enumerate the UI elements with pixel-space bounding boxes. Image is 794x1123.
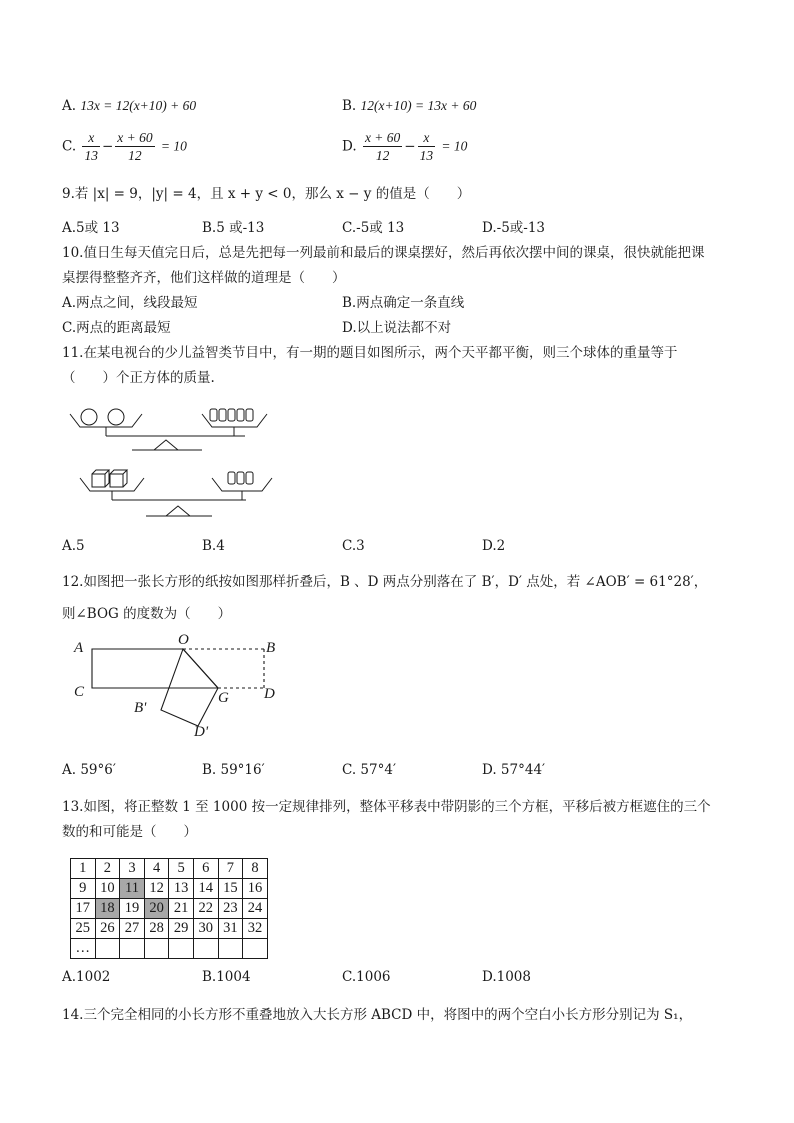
label-D-prime: D' <box>194 724 209 740</box>
q10-question-line2: 桌摆得整整齐齐，他们这样做的道理是（ ） <box>62 270 346 286</box>
grid-cell: 30 <box>193 919 218 939</box>
q10-question-line1: 10.值日生每天值完日后，总是先把每一列最前和最后的课桌摆好，然后再依次摆中间的课桌，很快就能把课 <box>62 245 705 261</box>
q9-option-c: C.-5或 13 <box>342 220 405 236</box>
q9-option-d: D.-5或-13 <box>482 220 546 236</box>
q12-option-c: C. 57°4′ <box>342 762 397 778</box>
grid-cell <box>144 939 169 959</box>
grid-cell: 25 <box>71 919 96 939</box>
q8-option-b: B. 12(x+10) = 13x + 60 <box>342 98 477 114</box>
q12-option-b: B. 59°16′ <box>202 762 265 778</box>
grid-cell: 23 <box>218 899 243 919</box>
table-row <box>71 939 268 959</box>
q8-option-c: C. $\frac{x}{13}$ − $\frac{x + 60}{12}$ = 10 <box>62 130 187 163</box>
grid-cell: 5 <box>169 859 194 879</box>
label-A: A <box>74 640 84 656</box>
grid-cell: 12 <box>144 879 169 899</box>
grid-cell: 13 <box>169 879 194 899</box>
table-row <box>71 879 268 899</box>
q11-question-line1: 11.在某电视台的少儿益智类节目中，有一期的题目如图所示，两个天平都平衡，则三个球体的重量等于 <box>62 345 678 361</box>
grid-cell: 2 <box>95 859 120 879</box>
q11-option-d: D.2 <box>482 538 506 554</box>
grid-cell: … <box>71 939 96 959</box>
grid-cell: 7 <box>218 859 243 879</box>
number-grid-table <box>70 858 268 959</box>
q13-question-line2: 数的和可能是（ ） <box>62 824 197 840</box>
grid-cell <box>95 939 120 959</box>
grid-cell: 19 <box>120 899 145 919</box>
label-D: D <box>264 686 275 702</box>
grid-cell: 1 <box>71 859 96 879</box>
q11-option-a: A.5 <box>62 538 85 554</box>
q9-option-a: A.5或 13 <box>62 220 120 236</box>
grid-cell <box>243 939 268 959</box>
grid-cell <box>120 939 145 959</box>
q9-question: 9.若 |x| = 9，|y| = 4，且 x + y < 0，那么 x − y 的值是（ ） <box>62 186 471 202</box>
label-B-prime: B' <box>134 700 147 716</box>
q13-option-c: C.1006 <box>342 969 391 985</box>
grid-cell: 29 <box>169 919 194 939</box>
grid-cell: 6 <box>193 859 218 879</box>
balance-scale-top <box>70 409 267 450</box>
q10-option-a: A.两点之间，线段最短 <box>62 295 198 311</box>
q8-option-d: D. $\frac{x + 60}{12}$ − $\frac{x}{13}$ = 10 <box>342 130 468 163</box>
grid-cell <box>218 939 243 959</box>
grid-cell-shaded: 18 <box>95 899 120 919</box>
grid-cell: 22 <box>193 899 218 919</box>
q13-option-b: B.1004 <box>202 969 251 985</box>
grid-cell: 10 <box>95 879 120 899</box>
balance-scale-bottom <box>80 470 272 516</box>
q10-option-c: C.两点的距离最短 <box>62 320 171 336</box>
q13-question-line1: 13.如图，将正整数 1 至 1000 按一定规律排列，整体平移表中带阴影的三个方框，平移后被方框遮住的三个 <box>62 799 711 815</box>
q10-option-d: D.以上说法都不对 <box>342 320 452 336</box>
label-B: B <box>266 640 276 656</box>
grid-cell <box>169 939 194 959</box>
balance-scales-figure <box>62 398 292 526</box>
table-row <box>71 919 268 939</box>
grid-cell: 28 <box>144 919 169 939</box>
table-row <box>71 859 268 879</box>
grid-cell: 27 <box>120 919 145 939</box>
q9-option-b: B.5 或-13 <box>202 220 265 236</box>
q10-option-b: B.两点确定一条直线 <box>342 295 465 311</box>
grid-cell: 4 <box>144 859 169 879</box>
q14-question: 14.三个完全相同的小长方形不重叠地放入大长方形 ABCD 中，将图中的两个空白小长方形分别记为 S₁， <box>62 1007 693 1023</box>
table-row <box>71 899 268 919</box>
folded-rectangle-figure <box>68 630 288 742</box>
grid-cell: 8 <box>243 859 268 879</box>
grid-cell: 24 <box>243 899 268 919</box>
grid-cell: 32 <box>243 919 268 939</box>
q12-option-d: D. 57°44′ <box>482 762 546 778</box>
grid-cell-shaded: 20 <box>144 899 169 919</box>
q12-question-line1: 12.如图把一张长方形的纸按如图那样折叠后，B 、D 两点分别落在了 B′，D′ 点处，若 ∠AOB′ = 61°28′， <box>62 574 708 590</box>
grid-cell <box>193 939 218 959</box>
label-C: C <box>74 684 85 700</box>
grid-cell: 9 <box>71 879 96 899</box>
q11-question-line2: （ ）个正方体的质量. <box>62 370 215 386</box>
grid-cell: 14 <box>193 879 218 899</box>
q12-option-a: A. 59°6′ <box>62 762 116 778</box>
q11-option-b: B.4 <box>202 538 225 554</box>
grid-cell: 26 <box>95 919 120 939</box>
q12-question-line2: 则∠BOG 的度数为（ ） <box>62 606 232 622</box>
q13-option-a: A.1002 <box>62 969 111 985</box>
q8-option-a: A. 13x = 12(x+10) + 60 <box>62 98 197 114</box>
grid-cell: 31 <box>218 919 243 939</box>
q13-option-d: D.1008 <box>482 969 531 985</box>
grid-cell: 3 <box>120 859 145 879</box>
label-G: G <box>218 690 229 706</box>
label-O: O <box>178 632 189 648</box>
grid-cell-shaded: 11 <box>120 879 145 899</box>
grid-cell: 17 <box>71 899 96 919</box>
q11-option-c: C.3 <box>342 538 365 554</box>
grid-cell: 15 <box>218 879 243 899</box>
grid-cell: 16 <box>243 879 268 899</box>
grid-cell: 21 <box>169 899 194 919</box>
